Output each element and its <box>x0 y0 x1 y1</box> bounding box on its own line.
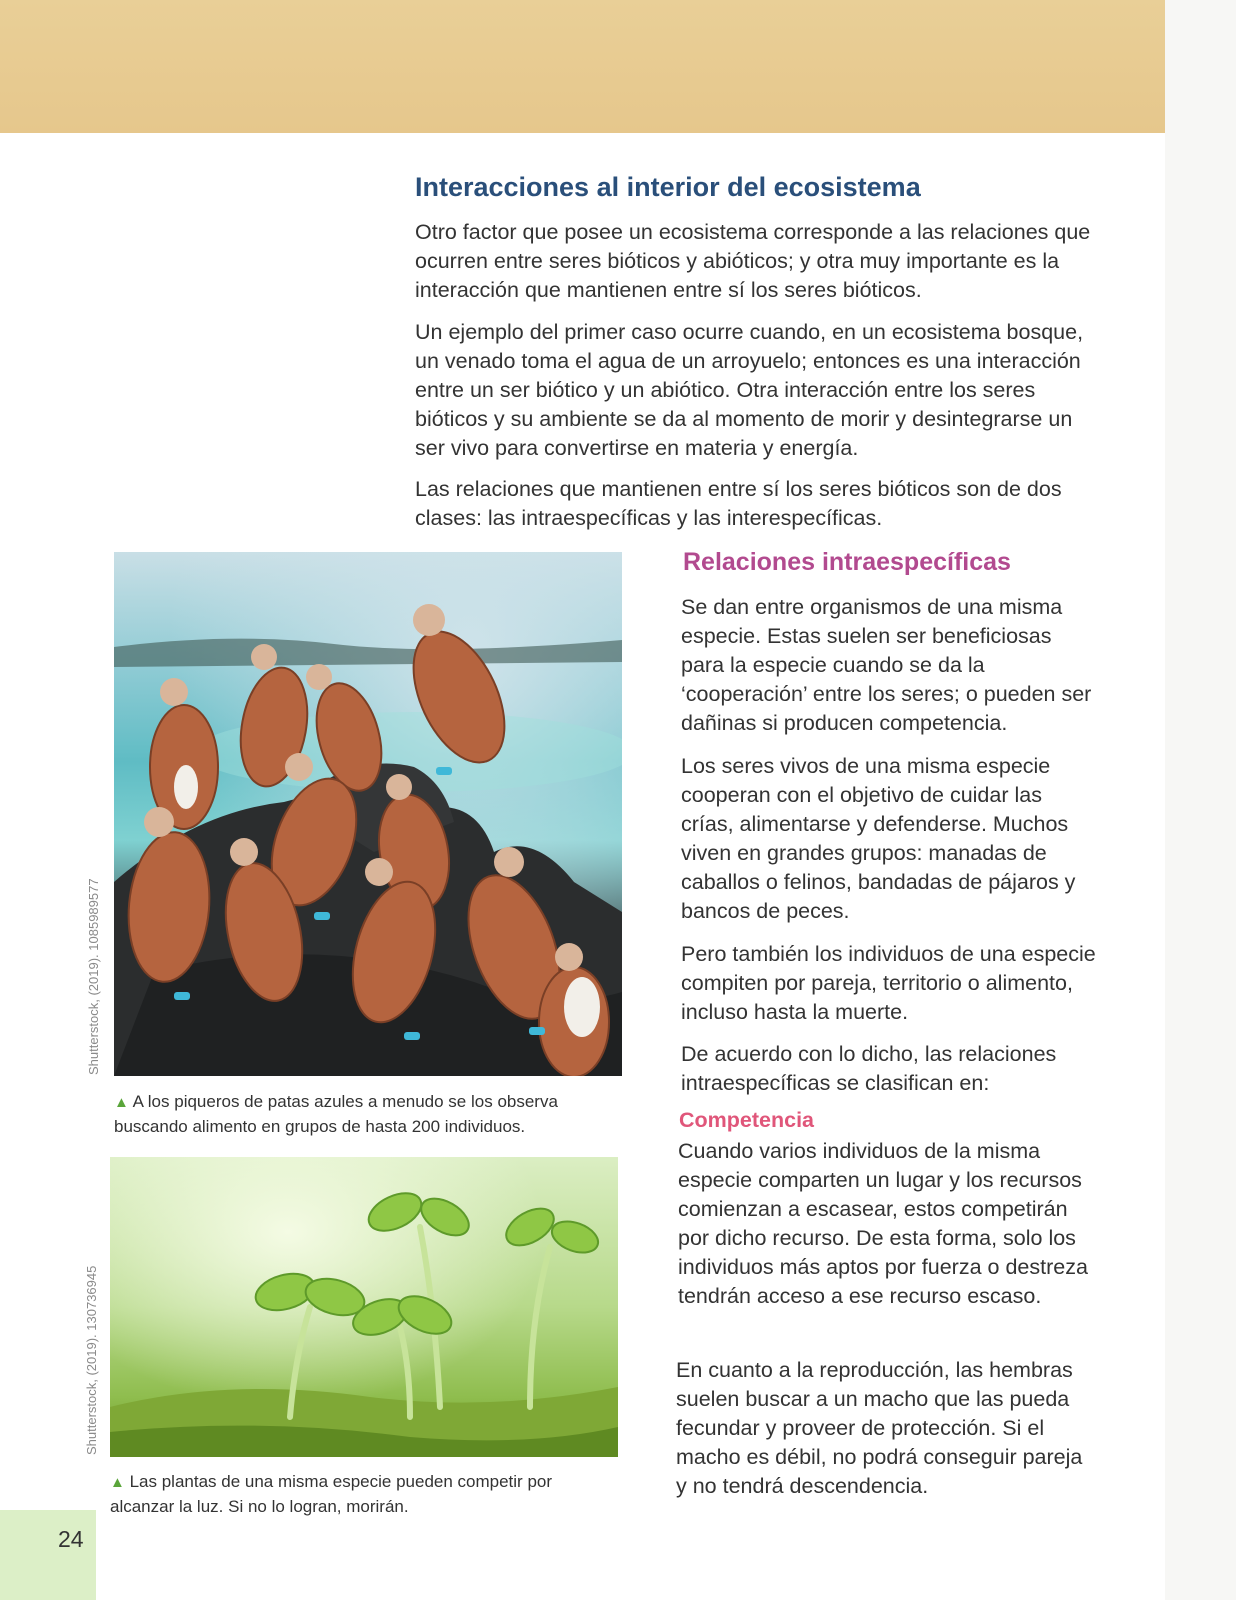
photo-credit: Shutterstock, (2019). 1085989577 <box>86 878 101 1075</box>
page-number-tab <box>0 1510 96 1600</box>
competition-paragraph-2: En cuanto a la reproducción, las hembras suelen buscar a un macho que las pueda fecundar y proveer de protección. Si el macho es débil, no podrá conseguir pareja y no tendrá descendencia. <box>676 1358 1083 1498</box>
competition-title: Competencia <box>679 1108 815 1132</box>
intraspecific-title: Relaciones intraespecíficas <box>683 548 1011 576</box>
caption-text: Las plantas de una misma especie pueden competir por alcanzar la luz. Si no lo logran, morirán. <box>110 1472 553 1516</box>
caption-text: A los piqueros de patas azules a menudo se los observa buscando alimento en grupos de hasta 200 individuos. <box>114 1092 558 1136</box>
intraspecific-paragraph-3: Pero también los individuos de una especie compiten por pareja, territorio o alimento, incluso hasta la muerte. <box>681 942 1096 1024</box>
blue-footed-boobies-photo <box>114 552 622 1076</box>
intro-paragraph-3: Las relaciones que mantienen entre sí los seres bióticos son de dos clases: las intraespecíficas y las interespecíficas. <box>415 477 1062 530</box>
seedlings-illustration <box>110 1157 618 1457</box>
photo-credit: Shutterstock, (2019). 130736945 <box>84 1265 99 1455</box>
intraspecific-paragraph-1: Se dan entre organismos de una misma especie. Estas suelen ser beneficiosas para la especie cuando se da la ‘cooperación’ entre los seres; o pueden ser dañinas si producen competencia. <box>681 595 1092 735</box>
photo-caption <box>114 1090 614 1139</box>
competition-paragraph-1: Cuando varios individuos de la misma especie comparten un lugar y los recursos comienzan a escasear, estos competirán por dicho recurso. De esta forma, solo los individuos más aptos por fuerza o destreza tendrán acceso a ese recurso escaso. <box>678 1139 1088 1308</box>
page-edge <box>1165 0 1236 1600</box>
section-title: Interacciones al interior del ecosistema <box>415 172 921 202</box>
caption-triangle-icon: ▲ <box>114 1094 129 1111</box>
page-number: 24 <box>58 1526 84 1552</box>
birds-illustration <box>114 552 622 1076</box>
intraspecific-paragraph-2: Los seres vivos de una misma especie cooperan con el objetivo de cuidar las crías, alimentarse y defenderse. Muchos viven en grandes grupos: manadas de caballos o felinos, bandadas de pájaros y bancos de peces. <box>681 754 1076 923</box>
caption-triangle-icon: ▲ <box>110 1474 125 1491</box>
intraspecific-paragraph-4: De acuerdo con lo dicho, las relaciones intraespecíficas se clasifican en: <box>681 1042 1057 1095</box>
photo-caption <box>110 1470 620 1519</box>
intro-paragraph-2: Un ejemplo del primer caso ocurre cuando, en un ecosistema bosque, un venado toma el agua de un arroyuelo; entonces es una interacción entre un ser biótico y un abiótico. Otra interacción entre los seres bióticos y su ambiente se da al momento de morir y desintegrarse un ser vivo para convertirse en materia y energía. <box>415 320 1084 460</box>
intro-paragraph-1: Otro factor que posee un ecosistema corresponde a las relaciones que ocurren entre seres bióticos y abióticos; y otra muy importante es la interacción que mantienen entre sí los seres bióticos. <box>415 220 1091 302</box>
header-band <box>0 0 1165 133</box>
seedlings-photo <box>110 1157 618 1457</box>
